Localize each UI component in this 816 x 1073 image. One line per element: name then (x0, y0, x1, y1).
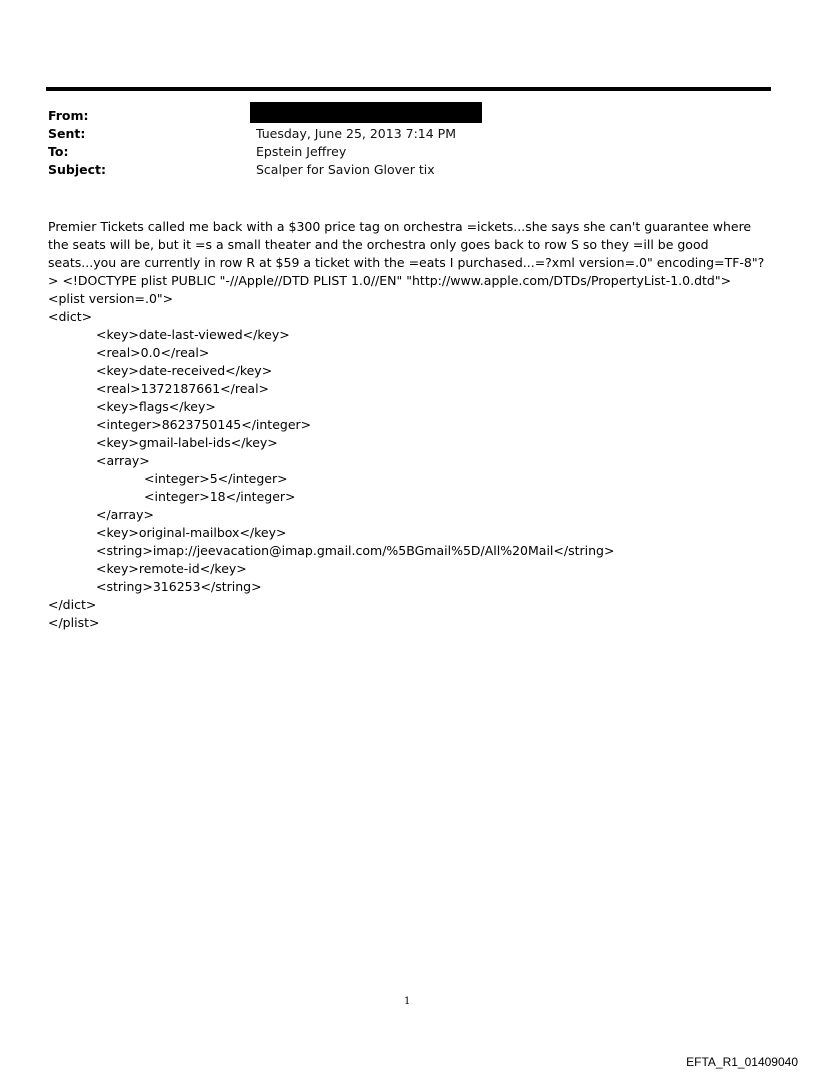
to-label: To: (48, 144, 69, 159)
plist-line: <key>original-mailbox</key> (96, 525, 287, 540)
plist-line: <integer>18</integer> (144, 489, 296, 504)
plist-line: <key>date-received</key> (96, 363, 273, 378)
plist-line: <array> (96, 453, 150, 468)
plist-line: </plist> (48, 615, 100, 630)
page-number: 1 (404, 996, 411, 1007)
plist-line: <integer>5</integer> (144, 471, 288, 486)
plist-line: </dict> (48, 597, 97, 612)
plist-line: <string>imap://jeevacation@imap.gmail.com/%5BGmail%5D/All%20Mail</string> (96, 543, 615, 558)
header-rule (46, 87, 771, 91)
bates-number: EFTA_R1_01409040 (686, 1055, 798, 1069)
plist-line: <real>1372187661</real> (96, 381, 270, 396)
plist-line: <key>flags</key> (96, 399, 216, 414)
sent-value: Tuesday, June 25, 2013 7:14 PM (256, 126, 456, 141)
plist-line: <real>0.0</real> (96, 345, 210, 360)
plist-line: <plist version=.0"> (48, 291, 174, 306)
email-body-paragraph: Premier Tickets called me back with a $300 price tag on orchestra =ickets...she says she can't guarantee where the seats will be, but it =s a small theater and the orchestra only goes back to row S so they =ill be good seats...you are currently in row R at $59 a ticket with the =eats I purchased...=?xml version=.0" encoding=TF-8"?> <!DOCTYPE plist PUBLIC "-//Apple//DTD PLIST 1.0//EN" "http://www.apple.com/DTDs/PropertyList-1.0.dtd"> (48, 219, 765, 288)
sent-label: Sent: (48, 126, 86, 141)
redacted-sender (250, 102, 482, 123)
plist-line: <key>gmail-label-ids</key> (96, 435, 278, 450)
plist-line: <string>316253</string> (96, 579, 262, 594)
plist-line: </array> (96, 507, 154, 522)
plist-line: <dict> (48, 309, 93, 324)
plist-line: <key>remote-id</key> (96, 561, 247, 576)
from-label: From: (48, 108, 89, 123)
plist-line: <key>date-last-viewed</key> (96, 327, 290, 342)
subject-label: Subject: (48, 162, 106, 177)
plist-line: <integer>8623750145</integer> (96, 417, 312, 432)
subject-value: Scalper for Savion Glover tix (256, 162, 435, 177)
to-value: Epstein Jeffrey (256, 144, 347, 159)
